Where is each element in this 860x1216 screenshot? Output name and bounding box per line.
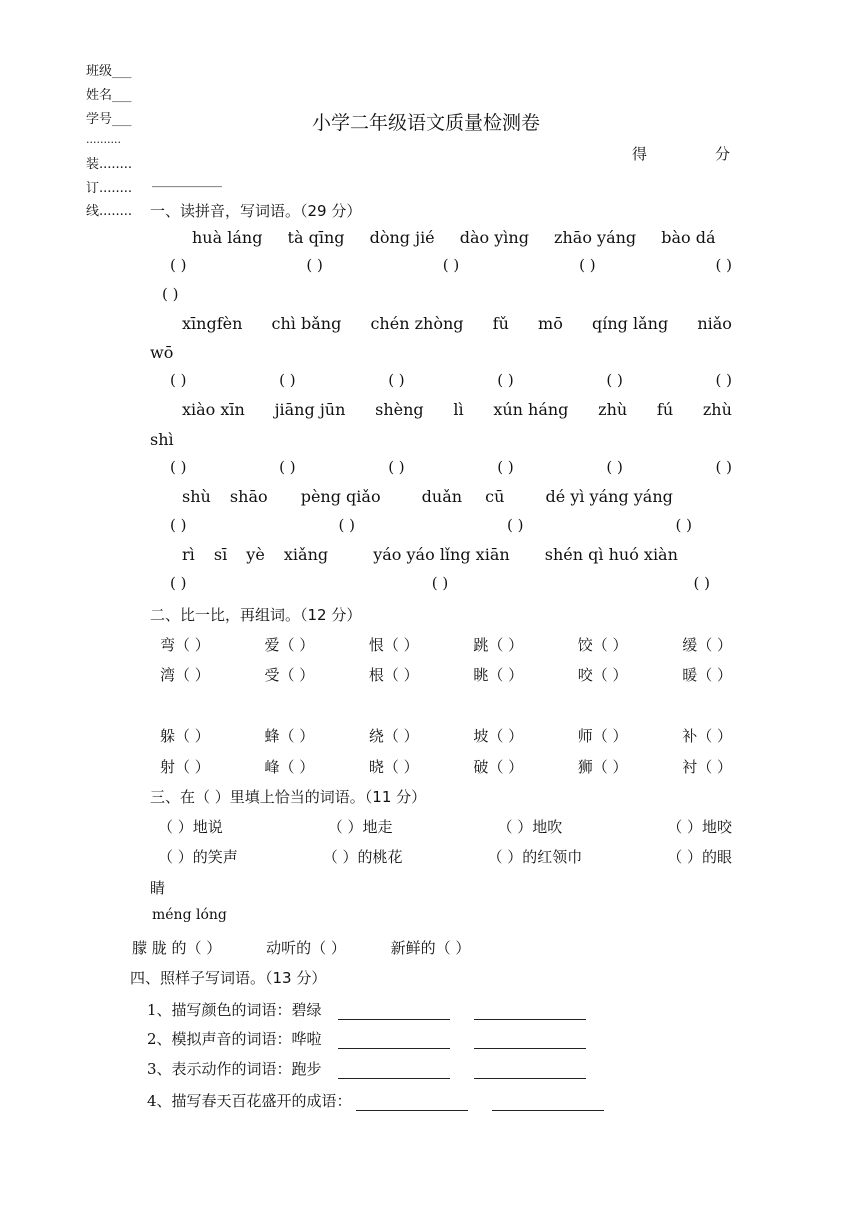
compare-item: 爱（ ）	[264, 636, 315, 654]
answer-line[interactable]	[474, 1064, 586, 1079]
score-line: __________	[152, 172, 222, 188]
word-prompt: 4、描写春天百花盛开的成语：	[147, 1092, 352, 1110]
pinyin-word: shén qì huó xiàn	[544, 545, 678, 564]
word-prompt: 2、模拟声音的词语：哗啦	[147, 1030, 322, 1048]
section2-heading: 二、比一比，再组词。（12 分）	[150, 606, 362, 624]
answer-line[interactable]	[356, 1096, 468, 1111]
fill-row-2	[158, 846, 732, 867]
fill-item[interactable]: 新鲜的（ ）	[390, 939, 471, 957]
answer-blank[interactable]: ( )	[306, 256, 323, 274]
compare-row-1	[160, 634, 732, 655]
answer-row-2	[170, 371, 732, 389]
compare-item: 师（ ）	[577, 727, 628, 745]
section3-heading: 三、在（ ）里填上恰当的词语。（11 分）	[150, 788, 427, 806]
compare-item: 饺（ ）	[577, 636, 628, 654]
binding-zhuang: 装........	[86, 157, 133, 172]
answer-blank[interactable]: ( )	[388, 371, 405, 389]
student-number-field: 学号___	[86, 112, 132, 127]
pinyin-row-2	[182, 314, 732, 333]
name-field: 姓名___	[86, 88, 132, 103]
pinyin-word: lì	[453, 400, 464, 419]
answer-blank[interactable]: ( )	[497, 371, 514, 389]
pinyin-word: xiào xīn	[182, 400, 245, 419]
compare-item: 躲（ ）	[160, 727, 210, 745]
word-item-4	[147, 1090, 604, 1111]
pinyin-word: mō	[538, 314, 563, 333]
pinyin-word: cū	[485, 487, 505, 506]
fill-item[interactable]: （ ）地走	[327, 818, 393, 836]
compare-item: 湾（ ）	[160, 666, 210, 684]
word-prompt: 3、表示动作的词语：跑步	[147, 1060, 322, 1078]
pinyin-word: bào dá	[661, 228, 716, 247]
answer-line[interactable]	[474, 1034, 586, 1049]
pinyin-word: dòng jié	[369, 228, 435, 247]
word-prompt: 1、描写颜色的词语：碧绿	[147, 1001, 322, 1019]
fill-item[interactable]: （ ）地吹	[497, 818, 563, 836]
answer-blank[interactable]: ( )	[170, 516, 187, 534]
compare-item: 狮（ ）	[577, 758, 628, 776]
fill-row-3	[132, 937, 470, 958]
answer-blank[interactable]: ( )	[606, 458, 623, 476]
fill-item[interactable]: （ ）的眼	[667, 848, 732, 866]
pinyin-word: zhù	[702, 400, 732, 419]
answer-row-3	[170, 458, 732, 476]
pinyin-word: huà láng	[192, 228, 263, 247]
compare-item: 坡（ ）	[473, 727, 524, 745]
compare-item: 蜂（ ）	[264, 727, 315, 745]
pinyin-word: xún háng	[493, 400, 569, 419]
compare-row-3	[160, 725, 732, 746]
pinyin-word: jiāng jūn	[274, 400, 346, 419]
pinyin-word: tà qīng	[287, 228, 345, 247]
answer-line[interactable]	[338, 1005, 450, 1020]
compare-item: 恨（ ）	[368, 636, 419, 654]
pinyin-word: shāo	[229, 487, 268, 506]
answer-blank[interactable]: ( )	[170, 371, 187, 389]
answer-blank[interactable]: ( )	[606, 371, 623, 389]
answer-line[interactable]	[492, 1096, 604, 1111]
binding-xian: 线........	[86, 204, 133, 219]
pinyin-word: wō	[150, 343, 174, 362]
answer-line[interactable]	[338, 1064, 450, 1079]
compare-item: 补（ ）	[682, 727, 732, 745]
compare-item: 峰（ ）	[264, 758, 315, 776]
pinyin-word: dé yì yáng yáng	[545, 487, 673, 506]
pinyin-word: pèng qiǎo	[300, 487, 381, 506]
word-item-1	[147, 999, 586, 1020]
answer-blank[interactable]: ( )	[693, 574, 710, 592]
pinyin-word: zhāo yáng	[554, 228, 637, 247]
answer-blank[interactable]: ( )	[162, 285, 179, 303]
score-label-de: 得	[632, 145, 648, 163]
pinyin-word: shù	[182, 487, 211, 506]
pinyin-word: fǔ	[492, 314, 509, 333]
fill-item[interactable]: （ ）的红领巾	[487, 848, 583, 866]
class-field: 班级___	[86, 64, 132, 79]
pinyin-word: yáo yáo lǐng xiān	[373, 545, 510, 564]
fill-item[interactable]: 动听的（ ）	[266, 939, 346, 957]
pinyin-row-1	[192, 228, 716, 247]
word-item-2	[147, 1028, 586, 1049]
pinyin-word: chén zhòng	[370, 314, 464, 333]
compare-row-2	[160, 664, 732, 685]
pinyin-word: yè	[246, 545, 265, 564]
pinyin-word: niǎo	[697, 314, 732, 333]
answer-blank[interactable]: ( )	[279, 371, 296, 389]
answer-blank[interactable]: ( )	[431, 574, 449, 592]
pinyin-word: xīngfèn	[182, 314, 243, 333]
answer-blank[interactable]: ( )	[715, 256, 732, 274]
answer-blank[interactable]: ( )	[388, 458, 405, 476]
pinyin-word: qíng lǎng	[591, 314, 669, 333]
fill-item[interactable]: （ ）的笑声	[158, 848, 238, 866]
pinyin-word: duǎn	[421, 487, 463, 506]
fill-item[interactable]: （ ）地咬	[667, 818, 732, 836]
pinyin-word: xiǎng	[283, 545, 329, 564]
compare-item: 衬（ ）	[682, 758, 732, 776]
word-item-3	[147, 1058, 586, 1079]
compare-item: 晓（ ）	[368, 758, 419, 776]
answer-blank[interactable]: ( )	[279, 458, 296, 476]
answer-line[interactable]	[474, 1005, 586, 1020]
score-label-fen: 分	[715, 145, 731, 163]
pinyin-menglong: méng lóng	[152, 907, 227, 923]
answer-blank[interactable]: ( )	[497, 458, 514, 476]
compare-item: 咬（ ）	[577, 666, 628, 684]
page-title: 小学二年级语文质量检测卷	[312, 112, 541, 134]
compare-item: 暖（ ）	[682, 666, 732, 684]
compare-item: 破（ ）	[473, 758, 524, 776]
binding-ding: 订........	[86, 181, 133, 196]
compare-item: 根（ ）	[368, 666, 419, 684]
answer-blank[interactable]: ( )	[675, 516, 692, 534]
compare-item: 受（ ）	[264, 666, 315, 684]
pinyin-row-5	[182, 545, 678, 564]
pinyin-word: shì	[150, 430, 174, 449]
answer-blank[interactable]: ( )	[170, 574, 187, 592]
pinyin-row-4	[182, 487, 673, 506]
compare-item: 射（ ）	[160, 758, 210, 776]
compare-item: 眺（ ）	[473, 666, 524, 684]
pinyin-word: fú	[656, 400, 674, 419]
answer-blank[interactable]: ( )	[507, 516, 524, 534]
pinyin-word: shèng	[375, 400, 424, 419]
fill-wrap-text: 睛	[150, 879, 166, 897]
answer-row-1	[170, 256, 732, 274]
compare-item: 跳（ ）	[473, 636, 524, 654]
pinyin-word: chì bǎng	[271, 314, 342, 333]
compare-item: 弯（ ）	[160, 636, 210, 654]
answer-blank[interactable]: ( )	[170, 256, 187, 274]
answer-row-4	[170, 516, 692, 534]
pinyin-word: zhù	[598, 400, 628, 419]
answer-line[interactable]	[338, 1034, 450, 1049]
section1-heading: 一、读拼音，写词语。（29 分）	[150, 202, 362, 220]
answer-blank[interactable]: ( )	[338, 516, 355, 534]
pinyin-word: rì	[182, 545, 195, 564]
answer-blank[interactable]: ( )	[579, 256, 596, 274]
fill-row-1	[158, 816, 732, 837]
answer-blank[interactable]: ( )	[715, 458, 732, 476]
answer-blank[interactable]: ( )	[442, 256, 460, 274]
binding-dots: ..........	[86, 133, 121, 146]
answer-row-5	[170, 574, 710, 592]
fill-item[interactable]: （ ）的桃花	[322, 848, 403, 866]
fill-item[interactable]: （ ）地说	[158, 818, 223, 836]
fill-item[interactable]: 朦 胧 的（ ）	[132, 939, 222, 957]
section4-heading: 四、照样子写词语。（13 分）	[130, 969, 327, 987]
answer-blank[interactable]: ( )	[715, 371, 732, 389]
answer-blank[interactable]: ( )	[170, 458, 187, 476]
pinyin-word: sī	[213, 545, 228, 564]
compare-item: 绕（ ）	[368, 727, 419, 745]
compare-item: 缓（ ）	[682, 636, 732, 654]
pinyin-word: dào yìng	[459, 228, 529, 247]
compare-row-4	[160, 756, 732, 777]
pinyin-row-3	[182, 400, 732, 419]
